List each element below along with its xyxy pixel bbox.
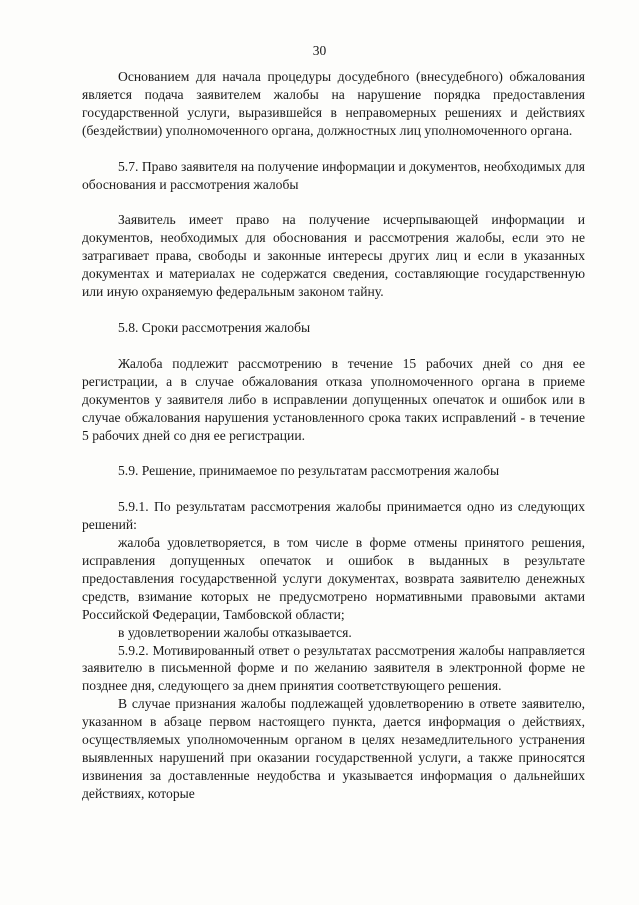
paragraph-complaint-satisfied: жалоба удовлетворяется, в том числе в форме отмены принятого решения, исправления допущенных опечаток и ошибок в выданных в результате предоставления государственной услуги документах, возврата заявителю денежных средств, взимание которых не предусмотрено нормативными правовыми актами Российской Федерации, Тамбовской области; [82, 535, 585, 622]
section-heading-5-7: 5.7. Право заявителя на получение информации и документов, необходимых для обоснования и рассмотрения жалобы [82, 158, 585, 192]
page-number: 30 [312, 43, 327, 58]
paragraph-satisfied-response: В случае признания жалобы подлежащей удовлетворению в ответе заявителю, указанном в абзаце первом настоящего пункта, дается информация о действиях, осуществляемых уполномоченным органом в целях незамедлительного устранения выявленных нарушений при оказании государственной услуги, а также приносятся извинения за доставленные неудобства и указывается информация о дальнейших действиях, которые [82, 696, 585, 801]
section-heading-5-9: 5.9. Решение, принимаемое по результатам рассмотрения жалобы [118, 463, 500, 479]
paragraph-5-9-1: 5.9.1. По результатам рассмотрения жалобы принимается одно из следующих решений: [82, 499, 585, 533]
paragraph-right-to-information: Заявитель имеет право на получение исчерпывающей информации и документов, необходимых для обоснования и рассмотрения жалобы, если это не затрагивает права, свободы и законные интересы других лиц и если в указанных документах и материалах не содержатся сведения, составляющие государственную или иную охраняемую федеральным законом тайну. [82, 212, 585, 300]
paragraph-complaint-rejected: в удовлетворении жалобы отказывается. [118, 624, 352, 640]
section-heading-5-8: 5.8. Сроки рассмотрения жалобы [118, 319, 311, 335]
paragraph-review-terms: Жалоба подлежит рассмотрению в течение 15 рабочих дней со дня ее регистрации, а в случае обжалования отказа уполномоченного органа в приеме документов у заявителя либо в исправлении допущенных опечаток и ошибок или в случае обжалования нарушения установленного срока таких исправлений - в течение 5 рабочих дней со дня ее регистрации. [82, 355, 585, 443]
document-body [82, 68, 585, 803]
paragraph-appeal-basis: Основанием для начала процедуры досудебного (внесудебного) обжалования является подача заявителем жалобы на нарушение порядка предоставления государственной услуги, выразившейся в неправомерных решениях и действиях (бездействии) уполномоченного органа, должностных лиц уполномоченного органа. [82, 69, 585, 138]
paragraph-5-9-2: 5.9.2. Мотивированный ответ о результатах рассмотрения жалобы направляется заявителю в письменной форме и по желанию заявителя в электронной форме не позднее дня, следующего за днем принятия соответствующего решения. [82, 642, 585, 694]
